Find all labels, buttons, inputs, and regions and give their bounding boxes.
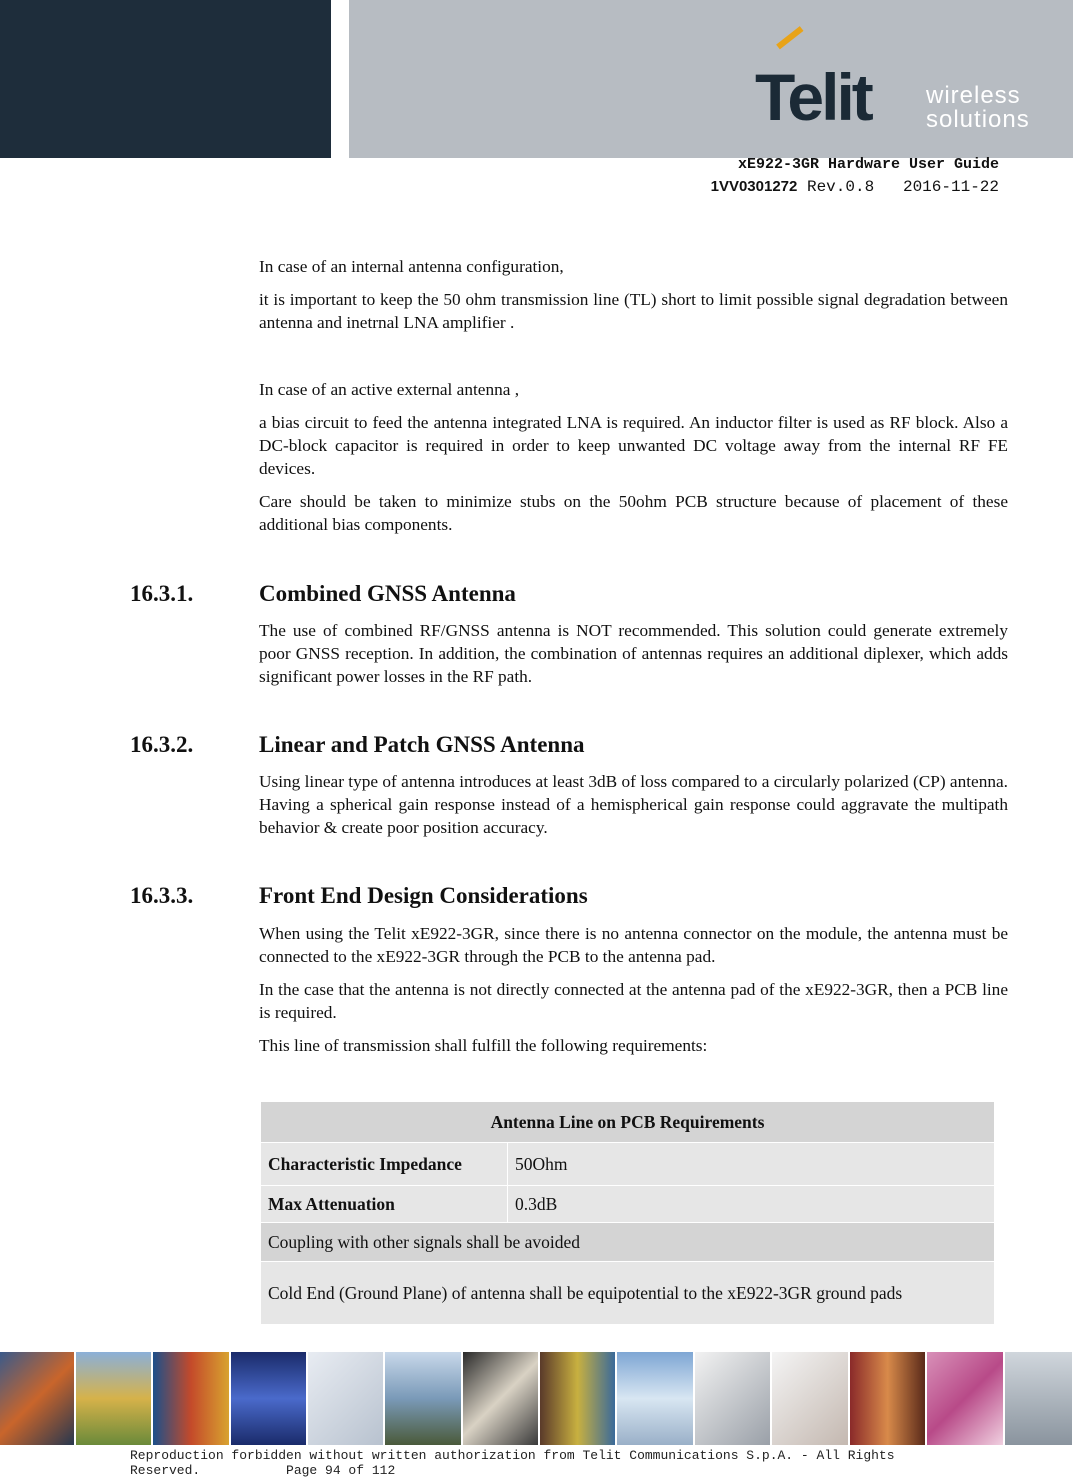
section-title: Linear and Patch GNSS Antenna [259, 732, 585, 757]
table-row [261, 1262, 995, 1325]
paragraph-combined-gnss: The use of combined RF/GNSS antenna is NOT recommended. This solution could generate extremely poor GNSS reception. In addition, the combination of antennas requires an additional diplexer, which adds significant power losses in the RF path. [259, 621, 1008, 686]
logo-tagline [926, 84, 1030, 132]
requirements-table [260, 1101, 995, 1325]
header-dark-panel [0, 0, 331, 158]
photo-clock-display-image [231, 1352, 308, 1445]
section-number: 16.3.2. [130, 732, 194, 757]
logo-word: Telit [755, 60, 871, 134]
section-heading-linear-patch [130, 731, 584, 759]
table-note-coupling: Coupling with other signals shall be avoided [261, 1223, 995, 1262]
photo-card-image [463, 1352, 540, 1445]
photo-phone-booth-image [76, 1352, 153, 1445]
section-number: 16.3.1. [130, 581, 194, 606]
section-heading-combined-gnss [130, 580, 516, 608]
doc-revision-date: Rev.0.8 2016-11-22 [797, 178, 999, 196]
paragraph-active-antenna-bias: a bias circuit to feed the antenna integrated LNA is required. An inductor filter is used as RF block. Also a DC-block capacitor is required in order to keep unwanted DC voltage away from the internal RF FE devices. [259, 413, 1008, 478]
paragraph-internal-antenna: it is important to keep the 50 ohm transmission line (TL) short to limit possible signal degradation between antenna and inetrnal LNA amplifier . [259, 290, 1008, 332]
row-value: 0.3dB [508, 1186, 995, 1223]
paragraph-front-end-2: In the case that the antenna is not directly connected at the antenna pad of the xE922-3GR, then a PCB line is required. [259, 980, 1008, 1022]
footer-line-1: Reproduction forbidden without written authorization from Telit Communications S.p.A. - All Rights [130, 1448, 895, 1463]
telit-logo [755, 44, 1045, 139]
paragraph-active-antenna-stubs: Care should be taken to minimize stubs on the 50ohm PCB structure because of placement of these additional bias components. [259, 492, 1008, 534]
doc-title: xE922-3GR Hardware User Guide [737, 156, 999, 173]
section-title: Front End Design Considerations [259, 883, 588, 908]
photo-containers-image [153, 1352, 231, 1445]
table-row [261, 1186, 995, 1223]
footer-line-2: Reserved. Page 94 of 112 [130, 1463, 396, 1478]
doc-reference [711, 178, 999, 196]
photo-cyclist-image [385, 1352, 463, 1445]
row-label: Max Attenuation [261, 1186, 508, 1223]
paragraph-front-end-3: This line of transmission shall fulfill the following requirements: [259, 1036, 708, 1055]
paragraph-linear-patch: Using linear type of antenna introduces at least 3dB of loss compared to a circularly polarized (CP) antenna. Having a spherical gain response instead of a hemispherical gain response could aggravate the multipath behavior & create poor position accuracy. [259, 772, 1008, 837]
photo-camera-image [1005, 1352, 1073, 1445]
table-row [261, 1143, 995, 1186]
footer-photo-strip [0, 1352, 1073, 1445]
table-header-row [261, 1102, 995, 1143]
photo-wires-image [772, 1352, 850, 1445]
photo-keyboard-image [308, 1352, 385, 1445]
photo-meter-image [695, 1352, 772, 1445]
doc-code: 1VV0301272 [710, 178, 798, 195]
section-number: 16.3.3. [130, 883, 194, 908]
photo-vending-image [540, 1352, 617, 1445]
section-title: Combined GNSS Antenna [259, 581, 516, 606]
paragraph-active-antenna-intro: In case of an active external antenna , [259, 380, 520, 399]
photo-wind-turbines-image [617, 1352, 695, 1445]
photo-traffic-image [0, 1352, 76, 1445]
table-note-ground: Cold End (Ground Plane) of antenna shall be equipotential to the xE922-3GR ground pads [261, 1262, 995, 1325]
table-title: Antenna Line on PCB Requirements [261, 1102, 995, 1143]
section-heading-front-end [130, 882, 588, 910]
photo-shelves-image [927, 1352, 1005, 1445]
row-label: Characteristic Impedance [261, 1143, 508, 1186]
logo-tagline-2: solutions [926, 106, 1030, 133]
paragraph-internal-antenna-intro: In case of an internal antenna configuration, [259, 257, 564, 276]
logo-tagline-1: wireless [926, 82, 1021, 109]
paragraph-front-end-1: When using the Telit xE922-3GR, since there is no antenna connector on the module, the antenna must be connected to the xE922-3GR through the PCB to the antenna pad. [259, 924, 1008, 966]
footer-copyright [130, 1448, 895, 1478]
row-value: 50Ohm [508, 1143, 995, 1186]
table-row [261, 1223, 995, 1262]
photo-street-image [850, 1352, 927, 1445]
